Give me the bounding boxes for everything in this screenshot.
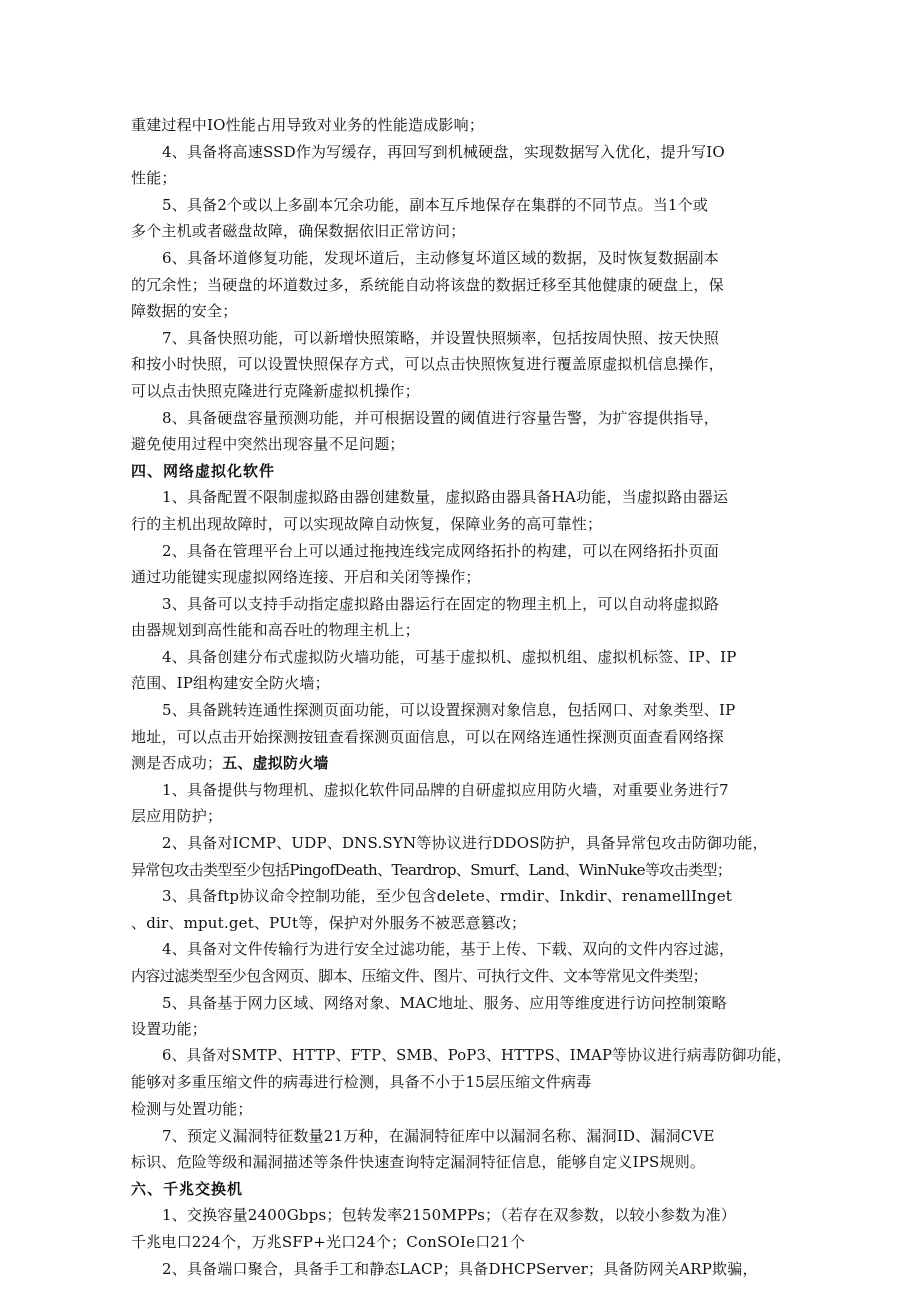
text-line	[131, 218, 795, 245]
text-line	[131, 617, 795, 644]
text-line	[131, 245, 795, 272]
text-line	[131, 139, 795, 166]
text-line	[131, 325, 795, 352]
line-text: 4、具备对文件传输行为进行安全过滤功能，基于上传、下载、双向的文件内容过滤，	[162, 940, 735, 959]
text-line	[131, 431, 795, 458]
text-line	[131, 724, 795, 751]
text-line	[131, 1202, 795, 1229]
line-text: 可以点击快照克隆进行克隆新虚拟机操作；	[131, 381, 420, 400]
line-text: 7、具备快照功能，可以新增快照策略，并设置快照频率，包括按周快照、按天快照	[162, 328, 719, 347]
line-text: 避免使用过程中突然出现容量不足问题；	[131, 435, 405, 454]
text-line	[131, 936, 795, 963]
text-line	[131, 165, 795, 192]
text-line	[131, 990, 795, 1017]
line-text: 检测与处置功能；	[131, 1099, 253, 1118]
text-line	[131, 670, 795, 697]
text-line	[131, 351, 795, 378]
text-line	[131, 697, 795, 724]
section-heading: 五、虚拟防火墙	[222, 754, 329, 773]
line-text: 多个主机或者磁盘故障，确保数据依旧正常访问；	[131, 222, 466, 241]
text-line	[131, 1229, 795, 1256]
text-line	[131, 591, 795, 618]
text-line	[131, 564, 795, 591]
line-text: 6、具备对SMTP、HTTP、FTP、SMB、PoP3、HTTPS、IMAP等协议进行病毒防御功能，	[162, 1046, 792, 1064]
line-text: 3、具备ftp协议命令控制功能，至少包含delete、rmdir、Inkdir、renamellInget	[162, 887, 733, 906]
line-text: 2、具备端口聚合，具备手工和静态LACP；具备DHCPServer；具备防网关ARP欺骗，	[162, 1259, 758, 1278]
line-text: 、dir、mput.get、PUt等，保护对外服务不被恶意篡改；	[131, 913, 527, 932]
line-text: 重建过程中IO性能占用导致对业务的性能造成影响；	[131, 116, 485, 134]
line-text: 层应用防护；	[131, 807, 223, 826]
line-text: 障数据的安全；	[131, 302, 238, 321]
line-text: 8、具备硬盘容量预测功能，并可根据设置的阈值进行容量告警，为扩容提供指导，	[162, 408, 719, 427]
line-text: 由器规划到高性能和高吞吐的物理主机上；	[131, 621, 420, 640]
line-text: 内容过滤类型至少包含网页、脚本、压缩文件、图片、可执行文件、文本等常见文件类型；	[131, 967, 708, 985]
line-text: 千兆电口224个，万兆SFP+光口24个；ConSOIe口21个	[131, 1232, 526, 1251]
line-text: 7、预定义漏洞特征数量21万种，在漏洞特征库中以漏洞名称、漏洞ID、漏洞CVE	[162, 1126, 715, 1145]
line-text: 六、千兆交换机	[131, 1179, 244, 1198]
line-text: 的冗余性；当硬盘的坏道数过多，系统能自动将该盘的数据迁移至其他健康的硬盘上，保	[131, 275, 724, 294]
line-text: 1、具备提供与物理机、虚拟化软件同品牌的自研虚拟应用防火墙，对重要业务进行7	[162, 780, 729, 799]
line-text: 3、具备可以支持手动指定虚拟路由器运行在固定的物理主机上，可以自动将虚拟路	[162, 594, 719, 613]
text-line	[131, 112, 795, 139]
document-page	[131, 112, 795, 1282]
text-line	[131, 1256, 795, 1283]
text-line	[131, 750, 795, 777]
text-line	[131, 298, 795, 325]
line-text: 2、具备对ICMP、UDP、DNS.SYN等协议进行DDOS防护，具备异常包攻击防御功能，	[162, 834, 768, 853]
text-line	[131, 910, 795, 937]
line-text: 4、具备创建分布式虚拟防火墙功能，可基于虚拟机、虚拟机组、虚拟机标签、IP、IP	[162, 647, 737, 666]
line-text: 行的主机出现故障时，可以实现故障自动恢复，保障业务的高可靠性；	[131, 514, 603, 533]
line-text: 通过功能键实现虚拟网络连接、开启和关闭等操作；	[131, 568, 481, 587]
text-line	[131, 538, 795, 565]
text-line	[131, 1149, 795, 1176]
text-line	[131, 1043, 795, 1070]
text-line	[131, 511, 795, 538]
line-text: 能够对多重压缩文件的病毒进行检测，具备不小于15层压缩文件病毒	[131, 1073, 592, 1092]
section-heading	[131, 1176, 795, 1203]
line-text: 标识、危险等级和漏洞描述等条件快速查询特定漏洞特征信息，能够自定义IPS规则。	[131, 1153, 706, 1172]
line-text: 范围、IP组构建安全防火墙；	[131, 674, 330, 693]
text-line	[131, 883, 795, 910]
text-line	[131, 857, 795, 884]
text-line	[131, 1069, 795, 1096]
text-line	[131, 378, 795, 405]
text-line	[131, 272, 795, 299]
text-line	[131, 1096, 795, 1123]
text-line	[131, 484, 795, 511]
line-text: 4、具备将高速SSD作为写缓存，再回写到机械硬盘，实现数据写入优化，提升写IO	[162, 142, 725, 161]
line-text: 2、具备在管理平台上可以通过拖拽连线完成网络拓扑的构建，可以在网络拓扑页面	[162, 541, 719, 560]
line-text: 5、具备跳转连通性探测页面功能，可以设置探测对象信息，包括网口、对象类型、IP	[162, 701, 736, 720]
line-text: 性能；	[131, 169, 177, 188]
text-line	[131, 192, 795, 219]
line-text: 异常包攻击类型至少包括PingofDeath、Teardrop、Smurf、Land、WinNuke等攻击类型；	[131, 860, 732, 879]
text-line	[131, 963, 795, 990]
line-text: 设置功能；	[131, 1020, 208, 1039]
line-text: 6、具备坏道修复功能，发现坏道后，主动修复坏道区域的数据，及时恢复数据副本	[162, 248, 719, 267]
line-text: 5、具备2个或以上多副本冗余功能，副本互斥地保存在集群的不同节点。当1个或	[162, 195, 709, 214]
section-heading	[131, 458, 795, 485]
line-text: 和按小时快照，可以设置快照保存方式，可以点击快照恢复进行覆盖原虚拟机信息操作，	[131, 355, 724, 374]
line-text: 四、网络虚拟化软件	[131, 461, 276, 480]
text-line	[131, 405, 795, 432]
text-line	[131, 777, 795, 804]
line-text: 1、具备配置不限制虚拟路由器创建数量，虚拟路由器具备HA功能，当虚拟路由器运	[162, 488, 729, 507]
line-text: 地址，可以点击开始探测按钮查看探测页面信息，可以在网络连通性探测页面查看网络探	[131, 727, 724, 746]
text-line	[131, 803, 795, 830]
text-line	[131, 644, 795, 671]
line-text: 5、具备基于网力区域、网络对象、MAC地址、服务、应用等维度进行访问控制策略	[162, 993, 727, 1012]
text-line	[131, 1123, 795, 1150]
text-line	[131, 1016, 795, 1043]
line-text: 测是否成功；	[131, 754, 223, 773]
line-text: 1、交换容量2400Gbps；包转发率2150MPPs；（若存在双参数，以较小参数为准）	[162, 1206, 736, 1225]
text-line	[131, 830, 795, 857]
